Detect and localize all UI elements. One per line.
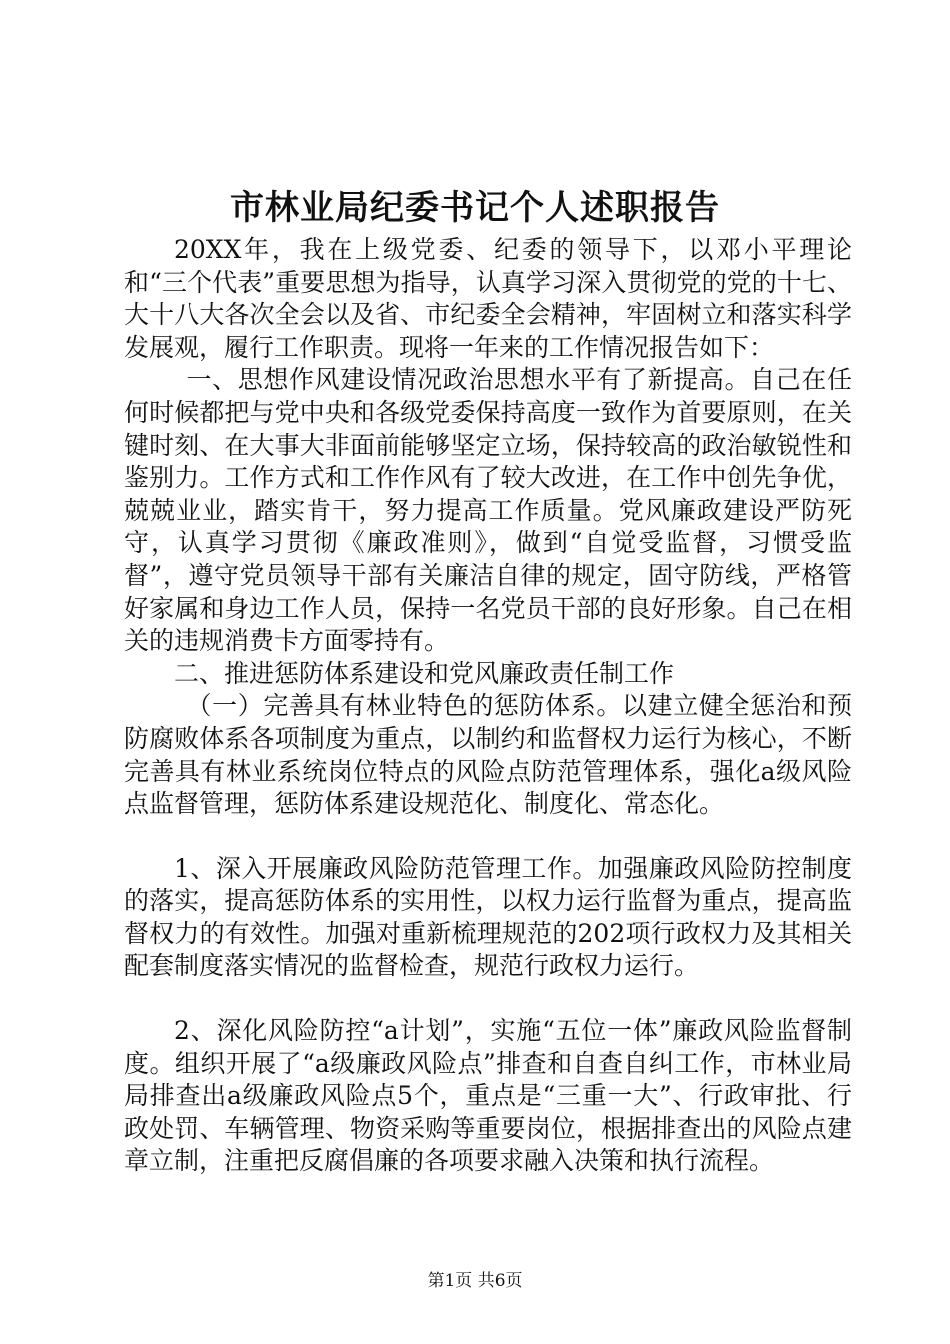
item-two-paragraph: 2、深化风险防控“a计划”，实施“五位一体”廉政风险监督制度。组织开展了“a级廉政风险点”排查和自查自纠工作，市林业局局排查出a级廉政风险点5个，重点是“三重一大”、行政审批、行政处罚、车辆管理、物资采购等重要岗位，根据排查出的风险点建章立制，注重把反腐倡廉的各项要求融入决策和执行流程。 — [124, 1016, 852, 1176]
section-two-heading: 二、推进惩防体系建设和党风廉政责任制工作 — [174, 658, 675, 688]
item-one-paragraph: 1、深入开展廉政风险防范管理工作。加强廉政风险防控制度的落实，提高惩防体系的实用性，以权力运行监督为重点，提高监督权力的有效性。加强对重新梳理规范的202项行政权力及其相关配套制度落实情况的监督检查，规范行政权力运行。 — [124, 853, 852, 981]
paragraph-spacer — [124, 821, 852, 853]
page-footer: 第1页 共6页 — [427, 1271, 523, 1291]
intro-paragraph: 20XX年，我在上级党委、纪委的领导下，以邓小平理论和“三个代表”重要思想为指导，认真学习深入贯彻党的党的十七、大十八大各次全会以及省、市纪委全会精神，牢固树立和落实科学发展观，履行工作职责。现将一年来的工作情况报告如下： — [124, 235, 852, 362]
section-one-paragraph: 一、思想作风建设情况政治思想水平有了新提高。自己在任何时候都把与党中央和各级党委保持高度一致作为首要原则，在关键时刻、在大事大非面前能够坚定立场，保持较高的政治敏锐性和鉴别力。工作方式和工作作风有了较大改进，在工作中创先争优，兢兢业业，踏实肯干，努力提高工作质量。党风廉政建设严防死守，认真学习贯彻《廉政准则》，做到“自觉受监督，习惯受监督”，遵守党员领导干部有关廉洁自律的规定，固守防线，严格管好家属和身边工作人员，保持一名党员干部的良好形象。自己在相关的违规消费卡方面零持有。 — [124, 365, 852, 656]
document-body — [124, 234, 852, 1178]
document-title: 市林业局纪委书记个人述职报告 — [230, 188, 720, 228]
paragraph-spacer — [124, 983, 852, 1015]
subsection-one-paragraph: （一）完善具有林业特色的惩防体系。以建立健全惩治和预防腐败体系各项制度为重点，以制约和监督权力运行为核心，不断完善具有林业系统岗位特点的风险点防范管理体系，强化a级风险点监督管理，惩防体系建设规范化、制度化、常态化。 — [124, 691, 852, 819]
